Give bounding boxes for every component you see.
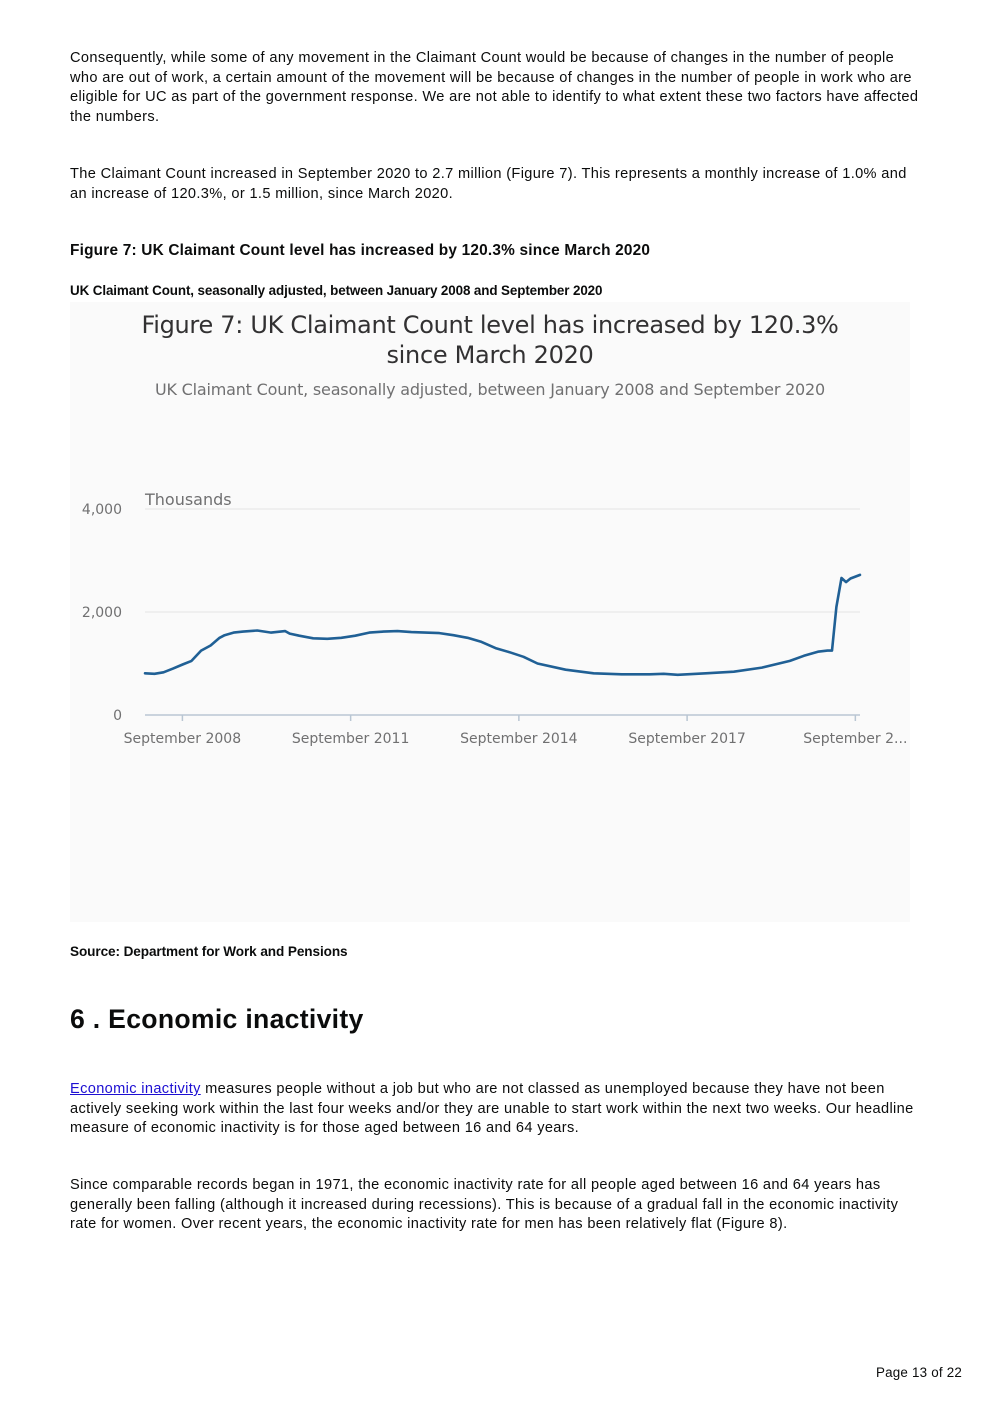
x-tick-label: September 2... <box>803 731 908 747</box>
x-tick-label: September 2008 <box>123 731 242 747</box>
page-number: Page 13 of 22 <box>876 1365 962 1380</box>
paragraph-definition-text: measures people without a job but who are not classed as unemployed because they have not been actively seeking work within the last four weeks and/or they are unable to start work within the next two weeks. Our headline measure of economic inactivity is for those aged between 16 and 64 years. <box>70 1081 914 1137</box>
paragraph-claimant-context: Consequently, while some of any movement in the Claimant Count would be because of changes in the number of people who are out of work, a certain amount of the movement will be because of changes in the number of people in work who are eligible for UC as part of the government response. We are not able to identify to what extent these two factors have affected the numbers. <box>70 50 919 125</box>
section-heading: 6 . Economic inactivity <box>70 1004 364 1034</box>
x-tick-label: September 2011 <box>291 731 410 747</box>
paragraph-economic-inactivity-definition <box>70 1080 920 1139</box>
figure-title: Figure 7: UK Claimant Count level has increased by 120.3% since March 2020 <box>70 242 651 259</box>
claimant-count-chart <box>70 302 910 922</box>
chart-title-line-1: Figure 7: UK Claimant Count level has increased by 120.3% <box>141 311 839 339</box>
y-tick-label: 2,000 <box>81 605 122 621</box>
paragraph-inactivity-trend: Since comparable records began in 1971, the economic inactivity rate for all people aged between 16 and 64 years has generally been falling (although it increased during recessions). This is because of a gradual fall in the economic inactivity rate for women. Over recent years, the economic inactivity rate for men has been relatively flat (Figure 8). <box>70 1177 899 1233</box>
x-tick-label: September 2017 <box>628 731 746 747</box>
economic-inactivity-link[interactable]: Economic inactivity <box>70 1081 201 1097</box>
figure-source: Source: Department for Work and Pensions <box>70 944 348 959</box>
y-tick-label: 0 <box>113 708 122 724</box>
chart-plot-area <box>70 302 910 922</box>
chart-title-line-2: since March 2020 <box>386 341 594 369</box>
chart-subtitle: UK Claimant Count, seasonally adjusted, between January 2008 and September 2020 <box>154 380 825 399</box>
figure-subtitle: UK Claimant Count, seasonally adjusted, between January 2008 and September 2020 <box>70 283 603 298</box>
x-tick-label: September 2014 <box>460 731 578 747</box>
series-line-claimant-count <box>145 575 860 675</box>
y-axis-unit-label: Thousands <box>145 490 232 509</box>
paragraph-claimant-increase: The Claimant Count increased in September 2020 to 2.7 million (Figure 7). This represents a monthly increase of 1.0% and an increase of 120.3%, or 1.5 million, since March 2020. <box>70 166 907 202</box>
y-tick-label: 4,000 <box>81 502 122 518</box>
